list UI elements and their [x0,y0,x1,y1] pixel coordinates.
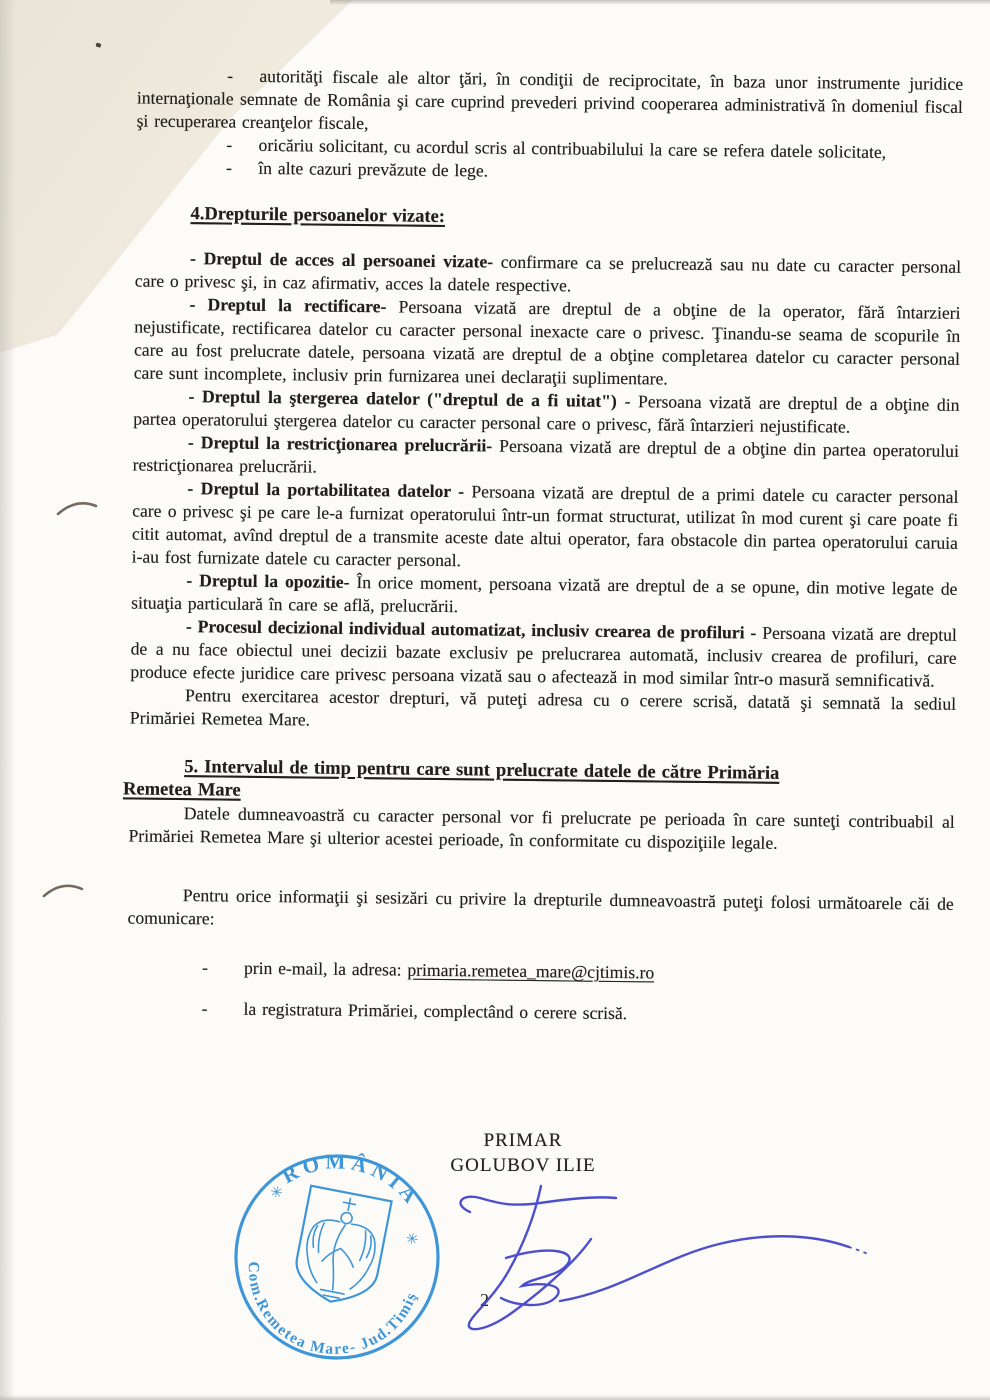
section5-heading-line2: Remetea Mare [122,779,241,801]
signer-name: GOLUBOV ILIE [450,1155,596,1176]
right-title: - Procesul decizional individual automatizat, inclusiv crearea de profiluri - [185,616,757,643]
right-paragraph-rectificare [134,292,961,393]
contact-item-email [127,955,953,987]
right-title: - Dreptul la rectificare- [189,294,387,317]
scan-edge-shadow-bottom [0,1395,990,1400]
contact-item-registry [126,996,952,1028]
right-body: Persoana vizată are dreptul de a primi datele cu caracter personal care o privesc şi pe care le-a furnizat operatorului într-un format structurat, utilizat în mod curent şi care poate fi citit automat, avînd dreptul de a transmite aceste date altui operator, fara obstacole din partea operatorului caruia i-au fost furnizate datele cu caracter personal. [131,481,959,571]
right-body: Persoana vizată are dreptul de a obţine din partea operatorului restricţionarea prelucrării. [132,435,960,477]
contact-text: la registratura Primăriei, complectând o cerere scrisă. [243,998,628,1024]
right-body: În orice moment, persoana vizată are dreptul de a se opune, din motive legate de situaţia particulară în care se află, prelucrării. [131,571,958,617]
right-title: - Dreptul la ştergerea datelor ("dreptul de a fi uitat") [188,386,617,411]
handwritten-signature [461,1186,870,1329]
stamp-country-text: ROMÂNIA [277,1149,426,1212]
right-title: - Dreptul la restricţionarea prelucrării- [187,432,493,456]
right-title: - Dreptul de acces al persoanei vizate- [189,248,494,272]
intro-bullet: - oricăriu solicitant, cu acordul scris al contribuabilului la care se refera datele solicitate, [226,134,887,163]
contact-text: prin e-mail, la adresa: [243,957,408,980]
section5-paragraph-channels: Pentru orice informaţii şi sesizări cu privire la drepturile dumneavoastră puteţi folosi următoarele căi de comunicare: [127,885,954,929]
intro-bullet: - în alte cazuri prevăzute de lege. [225,157,489,181]
section4-closing: Pentru exercitarea acestor drepturi, vă puteţi adresa cu o cerere scrisă, datată şi semnată la sediul Primăriei Remetea Mare. [129,685,957,730]
svg-text:Com.Remetea Mare- Jud.Timiş [230,1258,421,1373]
right-paragraph-portabilitate [132,476,959,577]
page-number: 2 [480,1290,489,1310]
right-body: Persoana vizată are dreptul de a nu face obiectul unei decizii bazate exclusiv pe prelucrarea automată, inclusiv crearea de profiluri, care produce efecte juridice care privesc persoana vizată sau o afectează in mod similar într-o masură semnificativă. [130,622,957,691]
right-paragraph-decizional [130,614,957,692]
stamp-ring-text: Com.Remetea Mare- Jud.Timiş [244,1261,421,1358]
intro-bullet: - autorităţi fiscale ale altor ţări, în condiţii de reciprocitate, în baza unor instrumente juridice internaţionale semnate de România şi care cuprind prevederi privind cooperarea administrativă în domeniul fiscal şi recuperarea creanţelor fiscale, [136,65,964,134]
document-text [122,64,964,1029]
coat-of-arms-icon [298,1192,384,1303]
right-body: - Persoana vizată are dreptul de a obţine din partea operatorului ştergerea datelor cu caracter personal care o privesc, fără întarzieri nejustificate. [133,390,960,437]
pen-marks [44,503,96,896]
stamp-star-left-icon: ✳ [268,1184,285,1203]
right-title: - Dreptul la portabilitatea datelor - [187,478,465,502]
section5-paragraph-period: Datele dumneavoastră cu caracter personal vor fi prelucrate pe perioada în care sunteţi contribuabil al Primăriei Remetea Mare şi ulterior acestei perioade, în conformitate cu dispoziţiile legale. [128,803,955,853]
signer-title: PRIMAR [483,1130,563,1151]
scan-edge-shadow-top [330,0,990,5]
bullet-dash: - [201,957,209,978]
right-body: Persoana vizată are dreptul de a obţine de la operator, fără întarzieri nejustificate, rectificarea datelor cu caracter personal inexacte care o privesc. Ţinandu-se seama de scopurile în care au fost prelucrate datele, persoana vizată are dreptul de a obţine completarea datelor cu caracter personal care sunt incomplete, inclusiv prin furnizarea unei declaraţii suplimentare. [133,296,961,389]
section5-heading-line1: 5. Intervalul de timp pentru care sunt prelucrate datele de către Primăria [184,757,780,784]
right-title: - Dreptul la opozitie- [186,570,350,592]
bullet-dash: - [201,998,208,1019]
email-address: primaria.remetea_mare@cjtimis.ro [407,959,655,983]
scan-edge-shadow-left [0,0,16,1400]
signature-block [373,1128,673,1178]
stamp-star-right-icon: ✳ [404,1230,420,1250]
section4-heading: 4.Drepturile persoanelor vizate: [190,204,446,228]
right-body: confirmare ca se prelucrează sau nu date cu caracter personal care o privesc şi, in caz afirmativ, acces la datele respective. [134,251,962,296]
